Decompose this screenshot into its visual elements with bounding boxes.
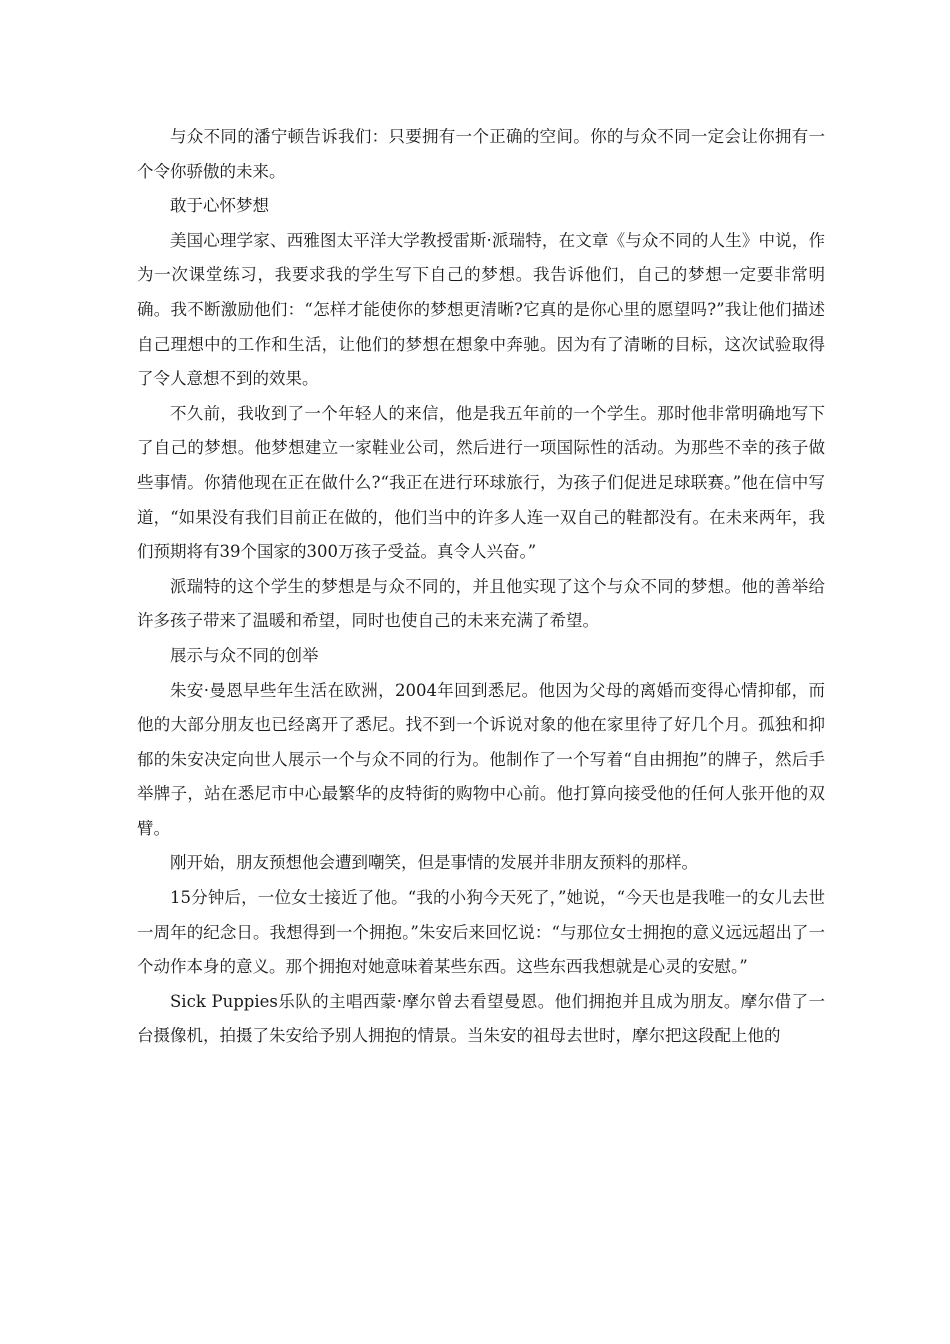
paragraph-juan-mann: 朱安·曼恩早些年生活在欧洲，2004年回到悉尼。他因为父母的离婚而变得心情抑郁，而他的大部分朋友也已经离开了悉尼。找不到一个诉说对象的他在家里待了好几个月。孤独和抑郁的朱安决定向世人展示一个与众不同的行为。他制作了一个写着“自由拥抱”的牌子，然后手举牌子，站在悉尼市中心最繁华的皮特街的购物中心前。他打算向接受他的任何人张开他的双臂。	[137, 680, 825, 838]
document-body	[137, 120, 825, 1054]
paragraph-pennington: 与众不同的潘宁顿告诉我们：只要拥有一个正确的空间。你的与众不同一定会让你拥有一个令你骄傲的未来。	[137, 127, 825, 181]
paragraph-friends-expect: 刚开始，朋友预想他会遭到嘲笑，但是事情的发展并非朋友预料的那样。	[170, 853, 698, 873]
paragraph-sick-puppies: Sick Puppies乐队的主唱西蒙·摩尔曾去看望曼恩。他们拥抱并且成为朋友。摩尔借了一台摄像机，拍摄了朱安给予别人拥抱的情景。当朱安的祖母去世时，摩尔把这段配上他的	[137, 991, 825, 1046]
paragraph-first-hug: 15分钟后，一位女士接近了他。“我的小狗今天死了，”她说，“今天也是我唯一的女儿去世一周年的纪念日。我想得到一个拥抱。”朱安后来回忆说：“与那位女士拥抱的意义远远超出了一个动作本身的意义。那个拥抱对她意味着某些东西。这些东西我想就是心灵的安慰。”	[137, 888, 825, 977]
section-heading-dream: 敢于心怀梦想	[170, 196, 269, 216]
paragraph-student-summary: 派瑞特的这个学生的梦想是与众不同的，并且他实现了这个与众不同的梦想。他的善举给许多孩子带来了温暖和希望，同时也使自己的未来充满了希望。	[137, 576, 825, 631]
section-heading-free-hugs: 展示与众不同的创举	[170, 645, 319, 665]
paragraph-parrott-intro: 美国心理学家、西雅图太平洋大学教授雷斯·派瑞特，在文章《与众不同的人生》中说，作为一次课堂练习，我要求我的学生写下自己的梦想。我告诉他们，自己的梦想一定要非常明确。我不断激励他们：“怎样才能使你的梦想更清晰?它真的是你心里的愿望吗?”我让他们描述自己理想中的工作和生活，让他们的梦想在想象中奔驰。因为有了清晰的目标，这次试验取得了令人意想不到的效果。	[137, 230, 825, 389]
paragraph-student-letter: 不久前，我收到了一个年轻人的来信，他是我五年前的一个学生。那时他非常明确地写下了自己的梦想。他梦想建立一家鞋业公司，然后进行一项国际性的活动。为那些不幸的孩子做些事情。你猜他现在正在做什么?“我正在进行环球旅行，为孩子们促进足球联赛。”他在信中写道，“如果没有我们目前正在做的，他们当中的许多人连一双自己的鞋都没有。在未来两年，我们预期将有39个国家的300万孩子受益。真令人兴奋。”	[137, 403, 825, 562]
